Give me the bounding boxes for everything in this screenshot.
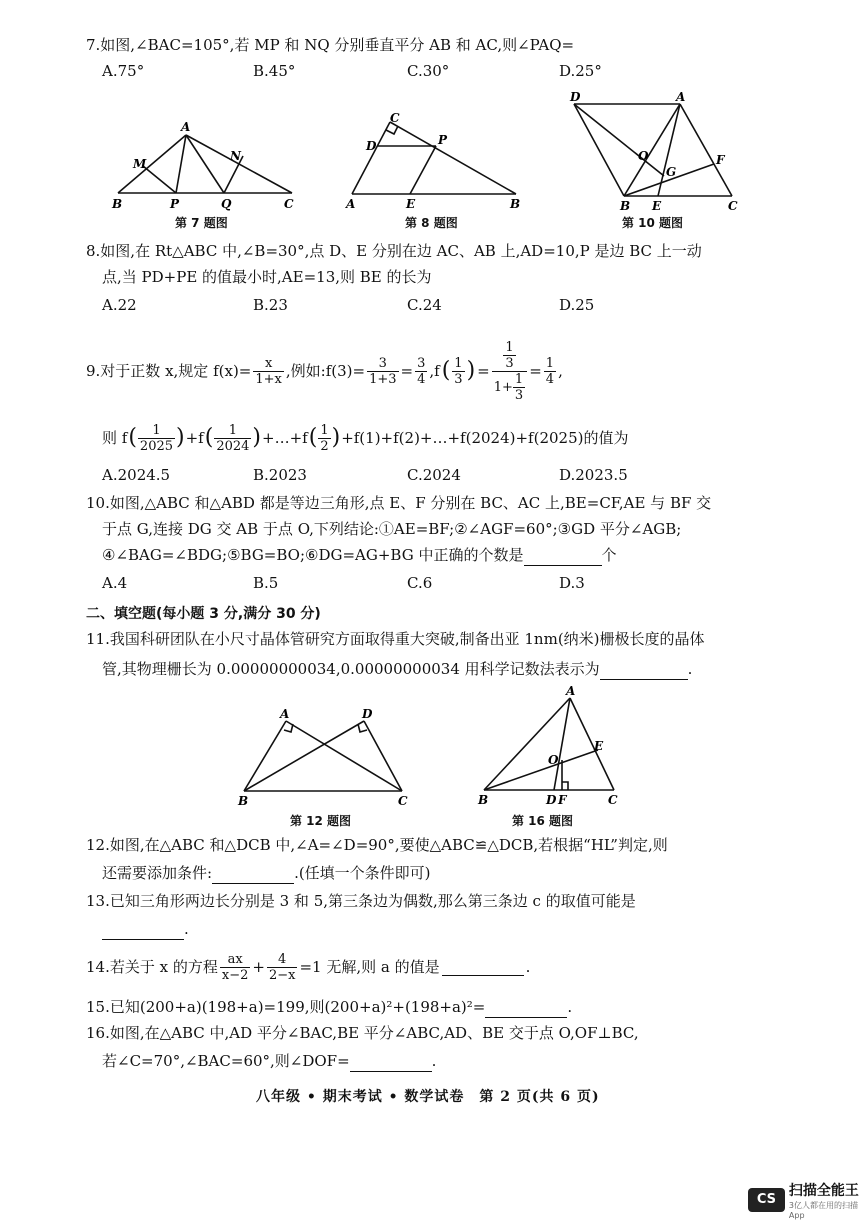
fig10-label-a: A xyxy=(676,90,686,104)
fig10-label-g: G xyxy=(666,165,677,179)
q11-stem-line2 xyxy=(102,658,692,680)
figure-8 xyxy=(340,110,530,210)
q9-paren-r2: ) xyxy=(252,425,262,450)
fig12-label-d: D xyxy=(362,707,373,721)
q9-part3: = xyxy=(400,362,414,380)
q16-stem-line1: 16.如图,在△ABC 中,AD 平分∠BAC,BE 平分∠ABC,AD、BE 交于点 O,OF⊥BC, xyxy=(86,1024,639,1042)
figure-7 xyxy=(106,118,306,213)
q9-def-fraction xyxy=(253,356,284,387)
q8-stem-line2: 点,当 PD+PE 的值最小时,AE=13,则 BE 的长为 xyxy=(102,268,432,286)
q14-part-b: =1 无解,则 a 的值是 xyxy=(299,958,440,976)
q9-ex4-num-bottom: 3 xyxy=(505,355,514,371)
q12-answer-blank xyxy=(212,867,294,884)
fig8-caption: 第 8 题图 xyxy=(405,216,458,230)
q9-frac-2024-num: 1 xyxy=(214,423,251,439)
q10-option-b: B.5 xyxy=(253,574,279,592)
fig12-caption: 第 12 题图 xyxy=(290,814,352,828)
q14-f2-den: 2−x xyxy=(268,967,296,983)
q9-ex3-den: 3 xyxy=(454,371,463,387)
fig7-label-c: C xyxy=(284,197,294,211)
fig7-caption: 第 7 题图 xyxy=(175,216,228,230)
fig10-label-b: B xyxy=(620,199,631,213)
q9-ex4-den-num: 1 xyxy=(514,371,524,387)
q14-end: . xyxy=(525,958,531,976)
q9-line2-d: +f(1)+f(2)+…+f(2024)+f(2025)的值为 xyxy=(341,429,629,447)
fig8-label-p: P xyxy=(438,133,448,147)
fig16-label-a: A xyxy=(566,684,576,698)
q9-part6: = xyxy=(529,362,542,380)
q8-option-a: A.22 xyxy=(102,296,137,314)
q7-option-d: D.25° xyxy=(559,62,602,80)
figure-12 xyxy=(234,705,419,810)
fig10-label-d: D xyxy=(570,90,581,104)
q10-option-a: A.4 xyxy=(102,574,128,592)
fig8-label-a: A xyxy=(346,197,356,210)
q9-line2 xyxy=(102,418,629,458)
q14-stem xyxy=(86,944,530,990)
q9-rparen: ) xyxy=(466,358,476,383)
q14-f2-num: 4 xyxy=(267,952,298,968)
q8-option-d: D.25 xyxy=(559,296,595,314)
q9-paren-r3: ) xyxy=(331,425,341,450)
watermark-subtitle: 3亿人都在用的扫描App xyxy=(788,1201,858,1220)
q13-answer-blank xyxy=(102,923,184,940)
q14-f1-den: x−2 xyxy=(221,967,249,983)
q9-def-num: x xyxy=(253,356,284,372)
q9-ex2-num: 3 xyxy=(417,355,426,371)
q9-frac-2 xyxy=(318,423,330,454)
q9-option-c: C.2024 xyxy=(407,466,461,484)
q14-fraction-1 xyxy=(220,952,251,983)
fig16-label-f: F xyxy=(558,793,567,807)
fig10-label-c: C xyxy=(728,199,738,213)
q14-part-a: 14.若关于 x 的方程 xyxy=(86,958,218,976)
watermark-name: 扫描全能王 xyxy=(788,1183,859,1199)
fig7-label-q: Q xyxy=(221,197,232,211)
q13-answer-line xyxy=(102,918,189,940)
q15-answer-blank xyxy=(485,1001,567,1018)
q7-option-c: C.30° xyxy=(407,62,450,80)
q9-frac-2025-num: 1 xyxy=(138,423,175,439)
q16-line2-a: 若∠C=70°,∠BAC=60°,则∠DOF= xyxy=(102,1052,350,1070)
fig8-label-c: C xyxy=(390,111,400,125)
q9-option-d: D.2023.5 xyxy=(559,466,628,484)
q8-stem-line1: 8.如图,在 Rt△ABC 中,∠B=30°,点 D、E 分别在边 AC、AB 上,AD=10,P 是边 BC 上一动 xyxy=(86,242,702,260)
q9-option-a: A.2024.5 xyxy=(102,466,171,484)
fig10-caption: 第 10 题图 xyxy=(622,216,684,230)
q9-ex4-complex-fraction xyxy=(492,340,527,403)
q14-f1-num: ax xyxy=(220,952,251,968)
q9-ex4-num xyxy=(492,340,527,372)
fig8-label-b: B xyxy=(510,197,521,210)
q10-answer-blank xyxy=(524,549,602,566)
fig7-label-a: A xyxy=(181,120,191,134)
q9-paren-l3: ( xyxy=(308,425,318,450)
q15-part-a: 15.已知(200+a)(198+a)=199,则(200+a)²+(198+a)²= xyxy=(86,998,486,1016)
q9-part7: , xyxy=(558,362,563,380)
section-2-heading: 二、填空题(每小题 3 分,满分 30 分) xyxy=(86,606,321,622)
fig8-label-e: E xyxy=(406,197,416,210)
q13-stem-line1: 13.已知三角形两边长分别是 3 和 5,第三条边为偶数,那么第三条边 c 的取值可能是 xyxy=(86,892,636,910)
figure-16 xyxy=(474,682,624,810)
q15-end: . xyxy=(567,998,573,1016)
fig16-label-d: D xyxy=(546,793,557,807)
q9-line2-a: 则 f xyxy=(102,429,128,447)
q11-line2-text: 管,其物理栅长为 0.00000000034,0.00000000034 用科学记数法表示为 xyxy=(102,660,600,678)
q9-ex5-den: 4 xyxy=(545,371,555,387)
fig16-label-b: B xyxy=(478,793,489,807)
q9-option-b: B.2023 xyxy=(253,466,307,484)
fig10-label-o: O xyxy=(638,149,649,163)
q9-part2: ,例如:f(3)= xyxy=(285,362,366,380)
q13-end: . xyxy=(184,920,189,938)
q9-frac-2025-den: 2025 xyxy=(139,438,174,454)
camscanner-logo-icon: CS xyxy=(748,1188,785,1212)
fig7-label-b: B xyxy=(112,197,123,211)
fig16-label-o: O xyxy=(548,753,559,767)
fig16-label-c: C xyxy=(608,793,618,807)
q10-option-d: D.3 xyxy=(559,574,585,592)
q9-ex5-fraction xyxy=(544,356,556,387)
q8-option-c: C.24 xyxy=(407,296,442,314)
q9-ex3-num: 1 xyxy=(454,355,463,371)
q9-ex4-num-top: 1 xyxy=(505,339,514,355)
q9-ex3-fraction xyxy=(452,356,464,387)
fig7-label-m: M xyxy=(133,157,147,171)
figure-10 xyxy=(562,88,752,213)
q11-answer-blank xyxy=(600,663,688,680)
q9-line2-c: +…+f xyxy=(262,429,308,447)
q14-plus: + xyxy=(252,958,265,976)
q15-stem xyxy=(86,996,572,1018)
q10-line3-end: 个 xyxy=(601,546,617,564)
q12-stem-line1: 12.如图,在△ABC 和△DCB 中,∠A=∠D=90°,要使△ABC≌△DCB,若根据“HL”判定,则 xyxy=(86,836,668,854)
q9-def-den: 1+x xyxy=(255,371,282,387)
fig16-caption: 第 16 题图 xyxy=(512,814,574,828)
q9-line2-b: +f xyxy=(185,429,204,447)
q9-frac-2025 xyxy=(138,423,175,454)
q9-ex2-fraction xyxy=(415,356,427,387)
q9-ex1-num: 3 xyxy=(367,356,398,372)
q10-stem-line3 xyxy=(102,544,617,566)
q9-part5: = xyxy=(477,362,490,380)
q16-line2-b: . xyxy=(431,1052,437,1070)
q8-option-b: B.23 xyxy=(253,296,288,314)
q12-line2-b: .(任填一个条件即可) xyxy=(294,864,431,882)
q10-line3-text: ④∠BAG=∠BDG;⑤BG=BO;⑥DG=AG+BG 中正确的个数是 xyxy=(102,546,524,564)
q14-answer-blank xyxy=(442,959,524,976)
q9-frac-2-num: 1 xyxy=(320,422,329,438)
fig7-label-p: P xyxy=(170,197,180,211)
q11-end: . xyxy=(687,660,693,678)
page-footer: 八年级 • 期末考试 • 数学试卷 第 2 页(共 6 页) xyxy=(256,1089,600,1105)
q9-paren-r1: ) xyxy=(176,425,185,450)
q9-line1 xyxy=(86,332,563,410)
q7-option-a: A.75° xyxy=(102,62,145,80)
q9-paren-l1: ( xyxy=(128,425,137,450)
fig12-label-a: A xyxy=(280,707,290,721)
q12-stem-line2 xyxy=(102,862,431,884)
q9-ex5-num: 1 xyxy=(545,355,555,371)
fig12-label-b: B xyxy=(238,794,249,808)
q9-frac-2-den: 2 xyxy=(320,438,329,454)
q10-option-c: C.6 xyxy=(407,574,433,592)
q9-ex4-den-prefix: 1+ xyxy=(493,379,513,395)
q16-stem-line2 xyxy=(102,1050,436,1072)
q11-stem-line1: 11.我国科研团队在小尺寸晶体管研究方面取得重大突破,制备出亚 1nm(纳米)栅极长度的晶体 xyxy=(86,630,705,648)
q7-stem: 7.如图,∠BAC=105°,若 MP 和 NQ 分别垂直平分 AB 和 AC,则∠PAQ= xyxy=(86,36,575,54)
fig10-label-e: E xyxy=(652,199,662,213)
fig10-label-f: F xyxy=(716,153,725,167)
q7-option-b: B.45° xyxy=(253,62,296,80)
scanner-watermark xyxy=(748,1180,867,1220)
q9-lparen: ( xyxy=(441,358,451,383)
q9-part4: ,f xyxy=(429,362,440,380)
q9-ex4-den xyxy=(492,372,527,403)
fig12-label-c: C xyxy=(398,794,408,808)
q16-answer-blank xyxy=(350,1055,432,1072)
fig16-label-e: E xyxy=(594,739,604,753)
q14-fraction-2 xyxy=(267,952,298,983)
q9-frac-2024 xyxy=(214,423,251,454)
fig7-label-n: N xyxy=(230,149,241,163)
q9-ex1-fraction xyxy=(367,356,398,387)
q9-ex4-den-den: 3 xyxy=(514,387,524,403)
q10-stem-line2: 于点 G,连接 DG 交 AB 于点 O,下列结论:①AE=BF;②∠AGF=60°;③GD 平分∠AGB; xyxy=(102,520,682,538)
q12-line2-a: 还需要添加条件: xyxy=(102,864,213,882)
q10-stem-line1: 10.如图,△ABC 和△ABD 都是等边三角形,点 E、F 分别在 BC、AC 上,BE=CF,AE 与 BF 交 xyxy=(86,494,712,512)
fig8-label-d: D xyxy=(366,139,377,153)
q9-ex1-den: 1+3 xyxy=(369,371,397,387)
q9-paren-l2: ( xyxy=(204,425,214,450)
q9-ex2-den: 4 xyxy=(417,371,426,387)
q9-part1: 9.对于正数 x,规定 f(x)= xyxy=(86,362,252,380)
q9-frac-2024-den: 2024 xyxy=(216,438,250,454)
